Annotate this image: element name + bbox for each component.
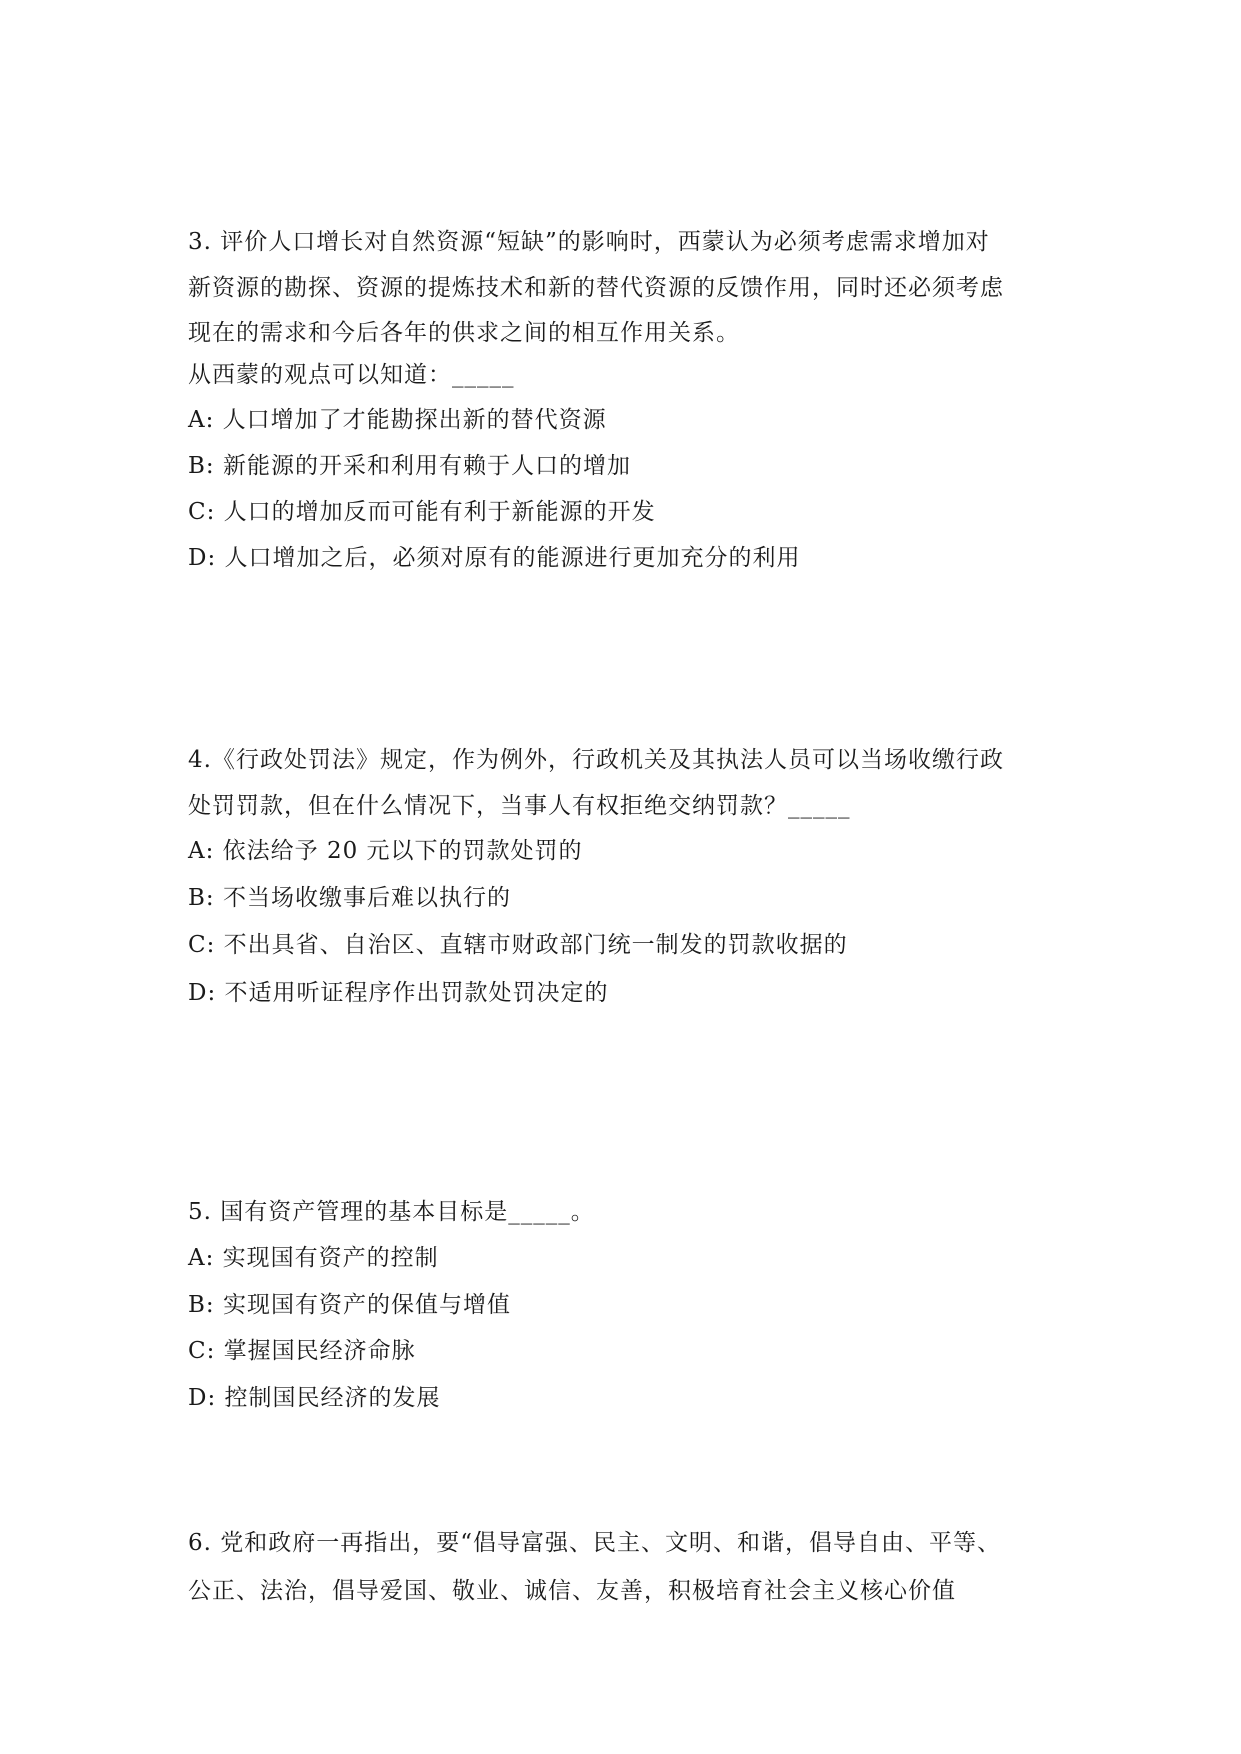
question-stem-line: 4.《行政处罚法》规定，作为例外，行政机关及其执法人员可以当场收缴行政 — [188, 747, 1004, 773]
question-stem-line: 公正、法治，倡导爱国、敬业、诚信、友善，积极培育社会主义核心价值 — [188, 1578, 956, 1604]
option-a: A: 人口增加了才能勘探出新的替代资源 — [188, 407, 607, 433]
option-b: B: 新能源的开采和利用有赖于人口的增加 — [188, 453, 631, 479]
question-stem-line: 6. 党和政府一再指出，要“倡导富强、民主、文明、和谐，倡导自由、平等、 — [188, 1530, 1002, 1556]
option-a: A: 实现国有资产的控制 — [188, 1245, 439, 1271]
option-d: D: 不适用听证程序作出罚款处罚决定的 — [188, 980, 609, 1006]
question-prompt: 5. 国有资产管理的基本目标是_____。 — [188, 1199, 595, 1225]
option-b: B: 不当场收缴事后难以执行的 — [188, 885, 511, 911]
option-d: D: 控制国民经济的发展 — [188, 1385, 441, 1411]
option-c: C: 人口的增加反而可能有利于新能源的开发 — [188, 499, 656, 525]
question-stem-line: 3. 评价人口增长对自然资源“短缺”的影响时，西蒙认为必须考虑需求增加对 — [188, 229, 990, 255]
option-b: B: 实现国有资产的保值与增值 — [188, 1292, 511, 1318]
option-a: A: 依法给予 20 元以下的罚款处罚的 — [188, 838, 583, 864]
question-prompt: 处罚罚款，但在什么情况下，当事人有权拒绝交纳罚款？_____ — [188, 793, 851, 819]
question-stem-line: 现在的需求和今后各年的供求之间的相互作用关系。 — [188, 320, 740, 346]
question-prompt: 从西蒙的观点可以知道：_____ — [188, 362, 515, 388]
question-stem-line: 新资源的勘探、资源的提炼技术和新的替代资源的反馈作用，同时还必须考虑 — [188, 275, 1004, 301]
option-c: C: 不出具省、自治区、直辖市财政部门统一制发的罚款收据的 — [188, 932, 848, 958]
option-c: C: 掌握国民经济命脉 — [188, 1338, 416, 1364]
option-d: D: 人口增加之后，必须对原有的能源进行更加充分的利用 — [188, 545, 801, 571]
